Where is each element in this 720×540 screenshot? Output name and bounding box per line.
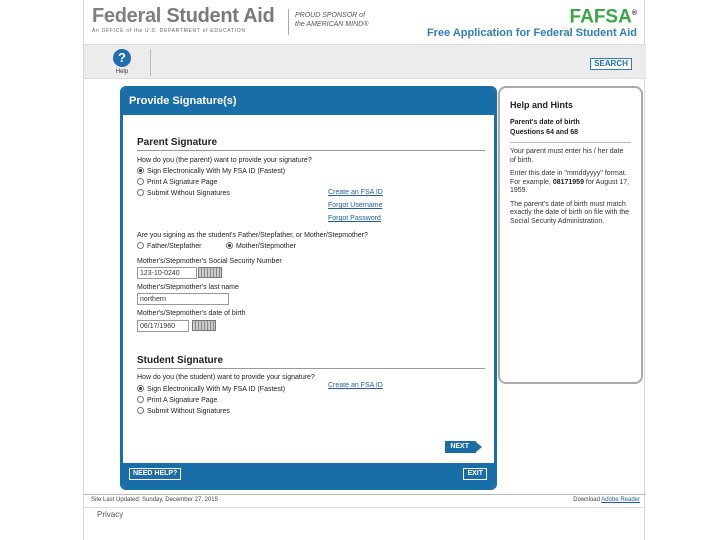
help-and-hints-panel: [498, 86, 643, 384]
fafsa-logo[interactable]: [427, 4, 637, 39]
hints-p2-prefix: Enter this date in "mmddyyyy" format. For example,: [510, 170, 627, 186]
radio-button[interactable]: [137, 242, 144, 249]
option-label: Sign Electronically With My FSA ID (Fastest): [147, 386, 286, 393]
next-label: NEXT: [450, 443, 469, 450]
next-arrow-icon: [476, 442, 482, 452]
fafsa-registered-mark: ®: [631, 10, 637, 17]
role-option-mother[interactable]: [226, 242, 296, 250]
last-name-input[interactable]: northern: [137, 293, 229, 305]
help-button[interactable]: [104, 49, 140, 77]
parent-role-question: Are you signing as the student's Father/Stepfather, or Mother/Stepmother?: [137, 232, 368, 239]
footer-divider: [84, 507, 646, 508]
sponsor-text: [295, 11, 368, 29]
forgot-username-link[interactable]: Forgot Username: [328, 202, 383, 209]
privacy-link[interactable]: Privacy: [97, 510, 124, 519]
radio-button-selected[interactable]: [226, 242, 233, 249]
help-label: Help: [115, 69, 129, 75]
hints-paragraph-2: [510, 170, 631, 196]
sponsor-line-1: PROUD SPONSOR of: [295, 12, 366, 19]
logo-tagline: An OFFICE of the U.S. DEPARTMENT of EDUCATION: [92, 28, 246, 34]
logo-word-student-aid: Student Aid: [166, 5, 275, 27]
panel-footer: [123, 463, 494, 487]
hints-title: Help and Hints: [510, 100, 574, 110]
ssn-input[interactable]: 123-10-0240: [137, 267, 197, 279]
hints-p2-example: 08171959: [552, 178, 584, 186]
keyboard-icon[interactable]: [192, 320, 216, 331]
student-option-print-page[interactable]: [137, 396, 217, 404]
page-frame: [83, 0, 645, 540]
student-signature-question: How do you (the student) want to provide your signature?: [137, 374, 315, 381]
hints-p2-suffix: for August 17, 1959.: [510, 178, 630, 194]
option-label: Print A Signature Page: [147, 179, 218, 186]
sponsor-line-2: the AMERICAN MIND®: [295, 21, 369, 28]
hints-paragraph-1: Your parent must enter his / her date of birth.: [510, 148, 624, 164]
fafsa-title: FAFSA: [569, 6, 632, 28]
toolbar-divider: [150, 49, 151, 76]
option-label: Submit Without Signatures: [147, 190, 230, 197]
fafsa-subtitle: Free Application for Federal Student Aid: [426, 27, 637, 40]
hints-subtitle: [510, 118, 631, 138]
dob-label: Mother's/Stepmother's date of birth: [137, 310, 246, 317]
radio-button[interactable]: [137, 396, 144, 403]
option-label: Sign Electronically With My FSA ID (Fastest): [147, 168, 286, 175]
dob-input[interactable]: 06/17/1960: [137, 320, 189, 332]
radio-button-selected[interactable]: [137, 385, 144, 392]
radio-button[interactable]: [137, 178, 144, 185]
option-label: Print A Signature Page: [147, 397, 218, 404]
signature-panel: [120, 86, 497, 490]
hints-subtitle-line-1: Parent's date of birth: [510, 119, 580, 126]
need-help-button[interactable]: NEED HELP?: [129, 468, 181, 480]
forgot-password-link[interactable]: Forgot Password: [328, 215, 381, 222]
keyboard-icon[interactable]: [198, 267, 222, 278]
ssn-label: Mother's/Stepmother's Social Security Number: [137, 258, 282, 265]
toolbar: [84, 44, 646, 79]
site-header: [84, 0, 646, 44]
student-signature-heading: Student Signature: [137, 355, 224, 366]
last-updated-text: Site Last Updated: Sunday, December 27, 2015: [91, 497, 218, 503]
parent-signature-question: How do you (the parent) want to provide your signature?: [137, 157, 312, 164]
parent-option-print-page[interactable]: [137, 178, 217, 186]
radio-button[interactable]: [137, 407, 144, 414]
last-name-label: Mother's/Stepmother's last name: [137, 284, 239, 291]
section-divider: [137, 150, 485, 151]
parent-signature-heading: Parent Signature: [137, 137, 218, 148]
logo-word-federal: Federal: [92, 5, 162, 27]
download-prefix: Download: [573, 497, 600, 503]
adobe-reader-link[interactable]: Adobe Reader: [601, 497, 640, 503]
next-button[interactable]: [445, 441, 476, 453]
section-divider: [137, 368, 485, 369]
student-option-submit-without[interactable]: [137, 407, 230, 415]
footer-divider: [84, 494, 646, 495]
header-divider: [288, 9, 289, 35]
role-option-father[interactable]: [137, 242, 201, 250]
create-fsa-id-link[interactable]: Create an FSA ID: [328, 189, 383, 196]
exit-button[interactable]: EXIT: [463, 468, 487, 480]
student-create-fsa-id-link[interactable]: Create an FSA ID: [328, 382, 383, 389]
parent-option-sign-electronically[interactable]: [137, 167, 285, 175]
student-option-sign-electronically[interactable]: [137, 385, 285, 393]
parent-option-submit-without[interactable]: [137, 189, 230, 197]
search-button[interactable]: SEARCH: [590, 58, 632, 70]
hints-subtitle-line-2: Questions 64 and 68: [510, 129, 579, 136]
download-text: [573, 497, 640, 503]
hints-divider: [510, 142, 631, 143]
option-label: Father/Stepfather: [147, 243, 202, 250]
radio-button-selected[interactable]: [137, 167, 144, 174]
option-label: Submit Without Signatures: [147, 408, 230, 415]
panel-title: Provide Signature(s): [123, 89, 494, 115]
hints-paragraph-3: The parent's date of birth must match exactly the date of birth on file with the Social Security Administration.: [510, 200, 630, 225]
option-label: Mother/Stepmother: [236, 243, 296, 250]
federal-student-aid-logo[interactable]: [92, 5, 274, 34]
help-icon: ?: [113, 49, 131, 67]
radio-button[interactable]: [137, 189, 144, 196]
